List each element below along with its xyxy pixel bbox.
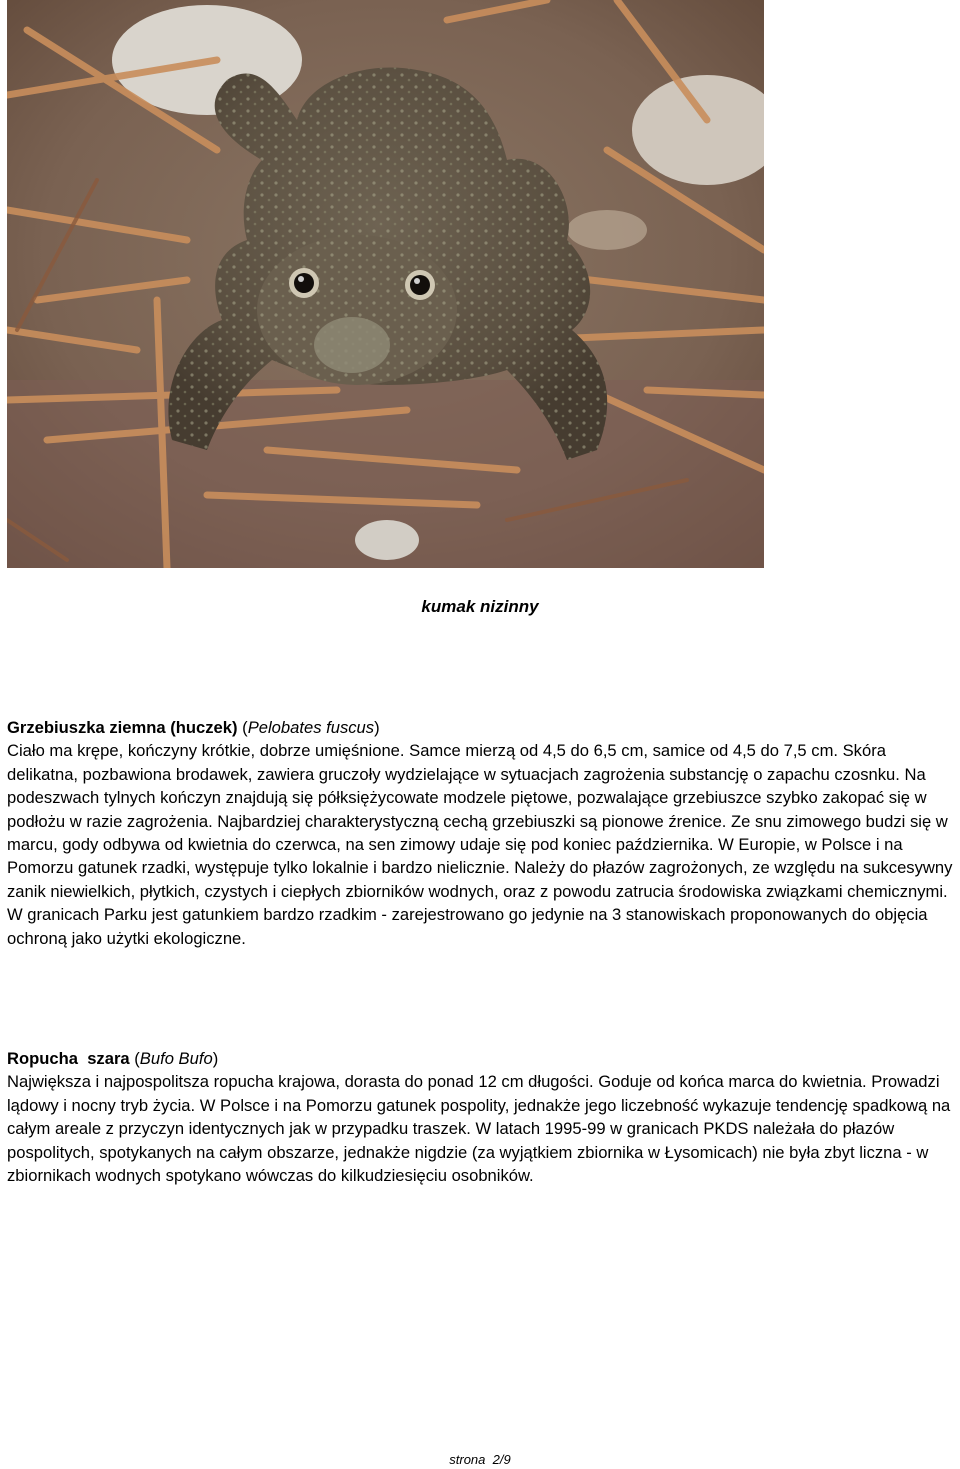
species-heading <box>7 1047 959 1070</box>
photo-caption: kumak nizinny <box>421 597 539 616</box>
species-section-grzebiuszka <box>7 716 959 950</box>
species-latin-name: Bufo Bufo <box>139 1049 213 1068</box>
species-description: Ciało ma krępe, kończyny krótkie, dobrze umięśnione. Samce mierzą od 4,5 do 6,5 cm, samice od 4,5 do 7,5 cm. Skóra delikatna, pozbawiona brodawek, zawiera gruczoły wydzielające w sytuacjach zagrożenia substancję o zapachu czosnku. Na podeszwach tylnych kończyn znajdują się półksiężycowate modzele piętowe, pozwalające grzebiuszce szybko zakopać się w podłożu w razie zagrożenia. Najbardziej charakterystyczną cechą grzebiuszki są pionowe źrenice. Ze snu zimowego budzi się w marcu, gody odbywa od kwietnia do czerwca, na sen zimowy udaje się pod koniec października. W Europie, w Polsce i na Pomorzu gatunek rzadki, występuje tylko lokalnie i bardzo nielicznie. Należy do płazów zagrożonych, ze względu na sukcesywny zanik niewielkich, płytkich, czystych i ciepłych zbiorników wodnych, oraz z powodu zatrucia środowiska związkami chemicznymi. W granicach Parku jest gatunkiem bardzo rzadkim - zarejestrowano go jedynie na 3 stanowiskach proponowanych do objęcia ochroną jako użytki ekologiczne. <box>7 741 953 948</box>
paren-open: ( <box>237 718 248 737</box>
species-section-ropucha <box>7 1047 959 1187</box>
species-latin-name: Pelobates fuscus <box>247 718 375 737</box>
paren-open: ( <box>129 1049 140 1068</box>
paren-close: ) <box>374 718 380 737</box>
paren-close: ) <box>212 1049 219 1068</box>
species-heading <box>7 716 959 739</box>
species-name: Ropucha szara <box>7 1049 130 1068</box>
page-label: strona <box>449 1452 486 1467</box>
page-footer <box>0 1452 960 1467</box>
page-number: 2/9 <box>492 1452 511 1467</box>
toad-photo <box>7 0 764 568</box>
species-name: Grzebiuszka ziemna (huczek) <box>7 718 238 737</box>
species-description: Największa i najpospolitsza ropucha krajowa, dorasta do ponad 12 cm długości. Goduje od końca marca do kwietnia. Prowadzi lądowy i nocny tryb życia. W Polsce i na Pomorzu gatunek pospolity, jednakże jego liczebność wykazuje tendencję spadkową na całym areale z przyczyn identycznych jak w przypadku traszek. W latach 1995-99 w granicach PKDS należała do płazów pospolitych, spotykanych na całym obszarze, jednakże nigdzie (za wyjątkiem zbiornika w Łysomicach) nie była zbyt liczna - w zbiornikach wodnych spotykano wówczas do kilkudziesięciu osobników. <box>7 1072 951 1186</box>
